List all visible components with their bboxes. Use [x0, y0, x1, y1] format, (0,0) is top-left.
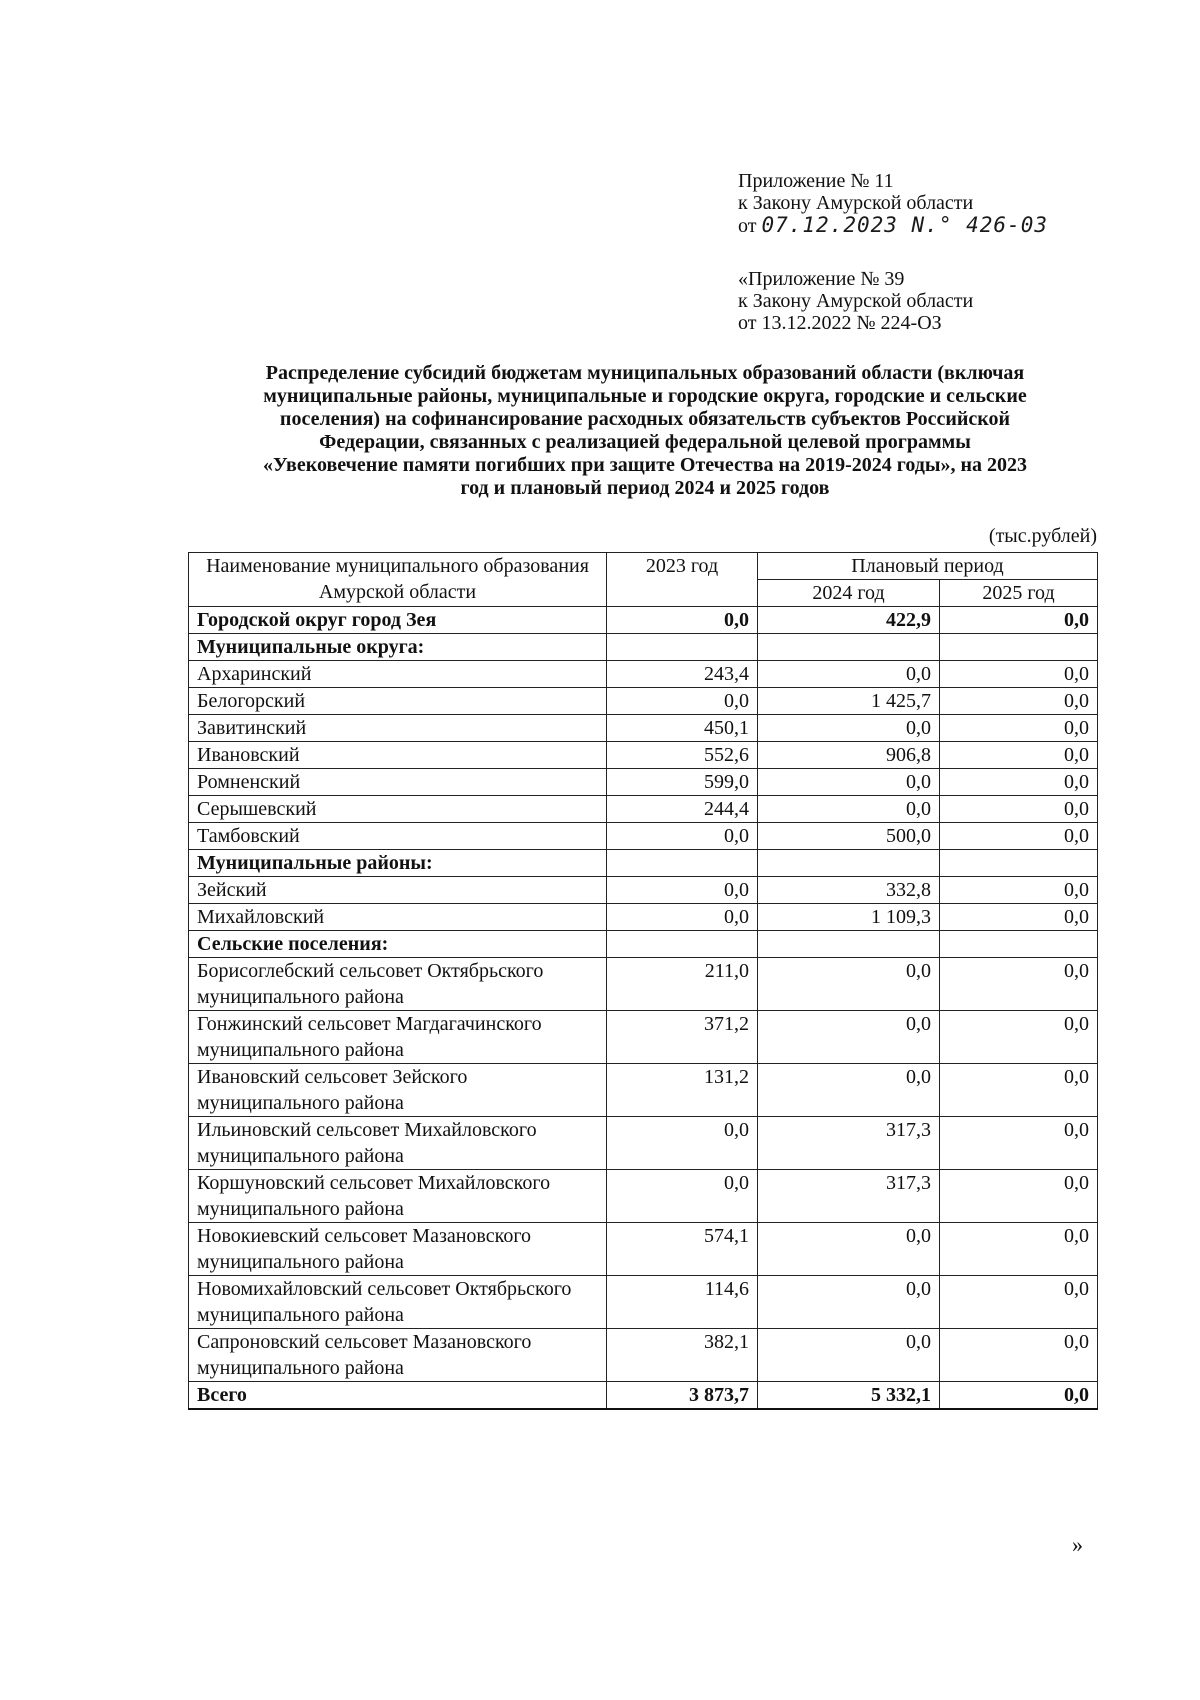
- row-name: Всего: [189, 1382, 607, 1410]
- value-2025: 0,0: [940, 1117, 1098, 1170]
- value-2023: 3 873,7: [607, 1382, 758, 1410]
- row-name: Михайловский: [189, 904, 607, 931]
- title-line: «Увековечение памяти погибших при защите Отечества на 2019-2024 годы», на 2023: [262, 454, 1027, 476]
- table-row: [189, 877, 1098, 904]
- row-name: Новомихайловский сельсовет Октябрьского муниципального района: [189, 1276, 607, 1329]
- header-2023: 2023 год: [607, 553, 758, 607]
- row-name: Завитинский: [189, 715, 607, 742]
- value-2023: 211,0: [607, 958, 758, 1011]
- value-2023: 0,0: [607, 1170, 758, 1223]
- value-2024: [758, 634, 940, 661]
- table-row-bold: [189, 634, 1098, 661]
- table-row: [189, 769, 1098, 796]
- value-2025: 0,0: [940, 661, 1098, 688]
- table-row: [189, 1223, 1098, 1276]
- closing-quote: »: [1072, 1532, 1083, 1557]
- value-2025: 0,0: [940, 1011, 1098, 1064]
- units-label: (тыс.рублей): [988, 525, 1097, 547]
- value-2024: 0,0: [758, 796, 940, 823]
- table-row: [189, 904, 1098, 931]
- row-name: Ильиновский сельсовет Михайловского муниципального района: [189, 1117, 607, 1170]
- value-2023: 114,6: [607, 1276, 758, 1329]
- original-attachment-date: от 13.12.2022 № 224-ОЗ: [738, 312, 942, 334]
- title-line: муниципальные районы, муниципальные и городские округа, городские и сельские: [263, 385, 1027, 407]
- value-2023: [607, 850, 758, 877]
- table-row: [189, 796, 1098, 823]
- subsidy-table: [188, 552, 1098, 1410]
- row-name: Белогорский: [189, 688, 607, 715]
- value-2024: 0,0: [758, 1223, 940, 1276]
- value-2023: 243,4: [607, 661, 758, 688]
- table-row: [189, 1011, 1098, 1064]
- value-2023: 574,1: [607, 1223, 758, 1276]
- value-2024: 317,3: [758, 1117, 940, 1170]
- table-row: [189, 958, 1098, 1011]
- value-2024: 317,3: [758, 1170, 940, 1223]
- value-2023: 0,0: [607, 823, 758, 850]
- value-2024: [758, 931, 940, 958]
- table-row: [189, 1117, 1098, 1170]
- attachment-law: к Закону Амурской области: [738, 192, 974, 214]
- row-name: Серышевский: [189, 796, 607, 823]
- value-2023: 552,6: [607, 742, 758, 769]
- value-2025: 0,0: [940, 715, 1098, 742]
- title-line: год и плановый период 2024 и 2025 годов: [460, 477, 830, 499]
- title-line: Федерации, связанных с реализацией федеральной целевой программы: [319, 431, 971, 453]
- table-row-bold: [189, 850, 1098, 877]
- row-name: Сельские поселения:: [189, 931, 607, 958]
- value-2024: 500,0: [758, 823, 940, 850]
- row-name: Новокиевский сельсовет Мазановского муниципального района: [189, 1223, 607, 1276]
- row-name: Муниципальные районы:: [189, 850, 607, 877]
- value-2024: 0,0: [758, 1011, 940, 1064]
- value-2024: 0,0: [758, 1064, 940, 1117]
- value-2023: 371,2: [607, 1011, 758, 1064]
- value-2025: 0,0: [940, 1276, 1098, 1329]
- value-2025: 0,0: [940, 1223, 1098, 1276]
- table-row: [189, 1329, 1098, 1382]
- row-name: Тамбовский: [189, 823, 607, 850]
- value-2023: 0,0: [607, 877, 758, 904]
- value-2025: 0,0: [940, 958, 1098, 1011]
- title-line: Распределение субсидий бюджетам муниципальных образований области (включая: [265, 362, 1025, 384]
- handwritten-date-number: 07.12.2023 N.° 426-03: [761, 213, 1048, 237]
- original-attachment-number: «Приложение № 39: [738, 268, 905, 290]
- table-row: [189, 1276, 1098, 1329]
- value-2025: 0,0: [940, 904, 1098, 931]
- value-2025: 0,0: [940, 742, 1098, 769]
- table-row-bold: [189, 931, 1098, 958]
- original-attachment-header: [738, 268, 973, 334]
- value-2025: 0,0: [940, 796, 1098, 823]
- table-body: [189, 607, 1098, 1410]
- value-2023: 244,4: [607, 796, 758, 823]
- value-2025: 0,0: [940, 1170, 1098, 1223]
- value-2025: 0,0: [940, 877, 1098, 904]
- value-2023: 131,2: [607, 1064, 758, 1117]
- table-row: [189, 742, 1098, 769]
- row-name: Зейский: [189, 877, 607, 904]
- value-2023: 0,0: [607, 1117, 758, 1170]
- table-row: [189, 715, 1098, 742]
- value-2023: 599,0: [607, 769, 758, 796]
- title-line: поселения) на софинансирование расходных обязательств субъектов Российской: [279, 408, 1011, 430]
- value-2024: 1 109,3: [758, 904, 940, 931]
- value-2025: 0,0: [940, 1064, 1098, 1117]
- value-2024: 0,0: [758, 715, 940, 742]
- row-name: Сапроновский сельсовет Мазановского муниципального района: [189, 1329, 607, 1382]
- value-2025: 0,0: [940, 1382, 1098, 1410]
- value-2025: 0,0: [940, 688, 1098, 715]
- value-2025: [940, 850, 1098, 877]
- row-name: Архаринский: [189, 661, 607, 688]
- attachment-date-line: [738, 214, 1048, 237]
- value-2025: 0,0: [940, 1329, 1098, 1382]
- header-row: [189, 553, 1098, 580]
- value-2023: 382,1: [607, 1329, 758, 1382]
- value-2024: 422,9: [758, 607, 940, 634]
- total-row: [189, 1382, 1098, 1410]
- value-2024: 0,0: [758, 769, 940, 796]
- value-2024: 1 425,7: [758, 688, 940, 715]
- value-2023: 0,0: [607, 688, 758, 715]
- table-row: [189, 1064, 1098, 1117]
- row-name: Городской округ город Зея: [189, 607, 607, 634]
- row-name: Ивановский сельсовет Зейского муниципального района: [189, 1064, 607, 1117]
- value-2024: 0,0: [758, 958, 940, 1011]
- value-2024: 332,8: [758, 877, 940, 904]
- document-title: [170, 362, 1120, 500]
- attachment-header: [738, 170, 1048, 237]
- header-2024: 2024 год: [758, 580, 940, 607]
- table-row-bold: [189, 607, 1098, 634]
- original-attachment-law: к Закону Амурской области: [738, 290, 974, 312]
- value-2024: [758, 850, 940, 877]
- value-2023: 450,1: [607, 715, 758, 742]
- attachment-date-prefix: от: [738, 215, 757, 237]
- header-2025: 2025 год: [940, 580, 1098, 607]
- table-row: [189, 823, 1098, 850]
- header-planned: Плановый период: [758, 553, 1098, 580]
- value-2025: 0,0: [940, 607, 1098, 634]
- value-2025: 0,0: [940, 769, 1098, 796]
- attachment-number: Приложение № 11: [738, 170, 894, 192]
- value-2023: [607, 634, 758, 661]
- value-2024: 0,0: [758, 1276, 940, 1329]
- value-2025: 0,0: [940, 823, 1098, 850]
- row-name: Ромненский: [189, 769, 607, 796]
- value-2024: 5 332,1: [758, 1382, 940, 1410]
- table-row: [189, 688, 1098, 715]
- row-name: Коршуновский сельсовет Михайловского муниципального района: [189, 1170, 607, 1223]
- table-row: [189, 1170, 1098, 1223]
- table-row: [189, 661, 1098, 688]
- value-2024: 0,0: [758, 1329, 940, 1382]
- value-2023: [607, 931, 758, 958]
- row-name: Гонжинский сельсовет Магдагачинского муниципального района: [189, 1011, 607, 1064]
- header-name: Наименование муниципального образования Амурской области: [189, 553, 607, 607]
- row-name: Ивановский: [189, 742, 607, 769]
- value-2024: 906,8: [758, 742, 940, 769]
- row-name: Борисоглебский сельсовет Октябрьского муниципального района: [189, 958, 607, 1011]
- row-name: Муниципальные округа:: [189, 634, 607, 661]
- value-2023: 0,0: [607, 607, 758, 634]
- value-2025: [940, 634, 1098, 661]
- value-2025: [940, 931, 1098, 958]
- value-2023: 0,0: [607, 904, 758, 931]
- value-2024: 0,0: [758, 661, 940, 688]
